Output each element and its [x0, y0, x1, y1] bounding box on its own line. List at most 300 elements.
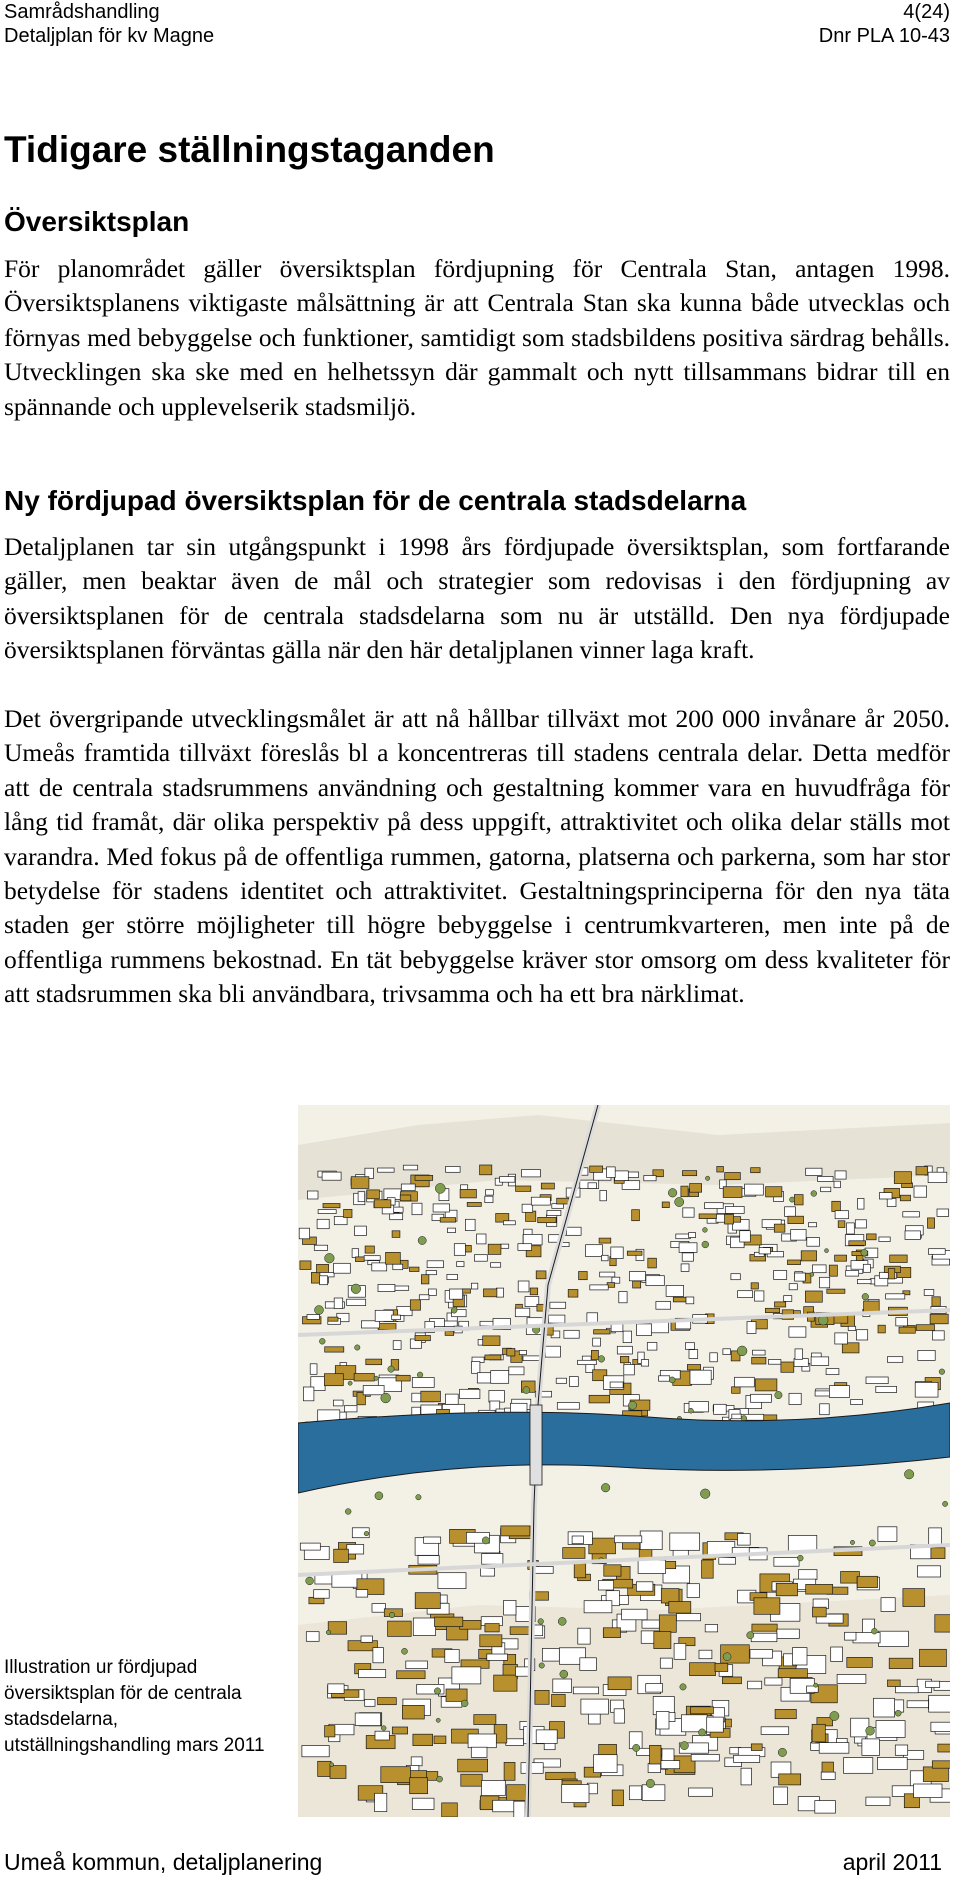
building: [636, 1582, 653, 1591]
building: [862, 1739, 880, 1756]
building: [829, 1265, 837, 1276]
building: [344, 1209, 352, 1217]
building: [323, 1204, 340, 1208]
building: [623, 1331, 632, 1343]
building: [734, 1755, 760, 1762]
building: [866, 1377, 888, 1384]
tree: [598, 1356, 605, 1363]
building: [642, 1785, 665, 1801]
building: [681, 1264, 689, 1272]
building: [847, 1657, 873, 1667]
building: [920, 1649, 947, 1666]
building: [755, 1291, 764, 1301]
building: [705, 1625, 717, 1632]
building: [759, 1248, 770, 1254]
building: [896, 1318, 908, 1326]
tree: [811, 1191, 817, 1197]
building: [900, 1195, 910, 1201]
building: [310, 1364, 317, 1375]
building: [705, 1203, 724, 1209]
building: [753, 1350, 766, 1355]
building: [610, 1382, 623, 1388]
building: [687, 1365, 700, 1370]
building: [334, 1549, 349, 1562]
tree: [723, 1653, 731, 1661]
building: [785, 1207, 796, 1217]
building: [333, 1400, 343, 1406]
building: [766, 1187, 782, 1197]
building: [465, 1219, 475, 1230]
tree: [306, 1577, 314, 1585]
paragraph-oversiktsplan: För planområdet gäller översiktsplan fördjupning för Centrala Stan, antagen 1998. Översiktsplanens viktigaste målsättning är att Centrala Stan ska kunna både utvecklas och förnyas med bebyggelse och funktioner, samtidigt som stadsbildens positiva särdrag behålls. Utvecklingen ska ske med en helhetssyn där gammalt och nytt tillsammans bidrar till en spännande och upplevelserik stadsmiljö.: [4, 254, 950, 421]
building: [629, 1786, 641, 1800]
building: [731, 1274, 740, 1280]
building: [878, 1527, 897, 1542]
building: [932, 1761, 950, 1768]
building: [506, 1739, 524, 1746]
building: [401, 1184, 415, 1191]
tree: [375, 1492, 383, 1500]
building: [844, 1758, 873, 1774]
building: [611, 1324, 623, 1332]
tree: [436, 1718, 440, 1722]
building: [876, 1721, 905, 1738]
building: [421, 1275, 429, 1284]
building: [593, 1338, 601, 1346]
building: [589, 1538, 616, 1554]
building: [640, 1531, 662, 1550]
building: [702, 1560, 714, 1578]
building: [656, 1712, 669, 1730]
building: [923, 1767, 948, 1782]
tree: [862, 1293, 869, 1300]
tree: [319, 1338, 325, 1344]
building: [314, 1590, 330, 1599]
building: [411, 1757, 422, 1766]
tree: [943, 1501, 948, 1506]
tree: [633, 1744, 640, 1751]
building: [674, 1643, 686, 1659]
building: [325, 1347, 344, 1352]
building: [820, 1404, 830, 1415]
building: [325, 1726, 335, 1737]
building: [557, 1403, 579, 1410]
tree: [374, 1376, 378, 1380]
building: [690, 1663, 716, 1676]
building: [722, 1677, 741, 1684]
building: [681, 1186, 688, 1197]
building: [531, 1197, 550, 1205]
building: [821, 1772, 835, 1779]
building: [491, 1263, 501, 1268]
paragraph-utvecklingsmal: Det övergripande utvecklingsmålet är att nå hållbar tillväxt mot 200 000 invånare år 2050. Umeås framtida tillväxt föreslås bl a koncentreras till stadens centrala delar. Detta medför att de centrala stadsrummens användning och gestaltning kommer vara en huvudfråga för lång tid framåt, där olika perspektiv på dess uppgift, attraktivitet och olika delar ställs mot varandra. Med fokus på de offentliga rummen, gatorna, platserna och parkerna, som har stor betydelse för stadens identitet och attraktivitet. Gestaltningsprinciperna för den nya täta staden ger större möjligheter till högre bebyggelse i centrumkvarteren, men inte på de offentliga rummens bekostnad. En tät bebyggelse kräver stor omsorg om dess kvaliteter för att stadsrummen ska bli användbara, trivsamma och ha ett bra närklimat.: [4, 704, 950, 1009]
building: [452, 1667, 481, 1684]
tree: [830, 1711, 839, 1720]
building: [751, 1394, 772, 1402]
building: [303, 1387, 314, 1401]
building: [867, 1234, 877, 1240]
building: [484, 1289, 497, 1297]
building: [588, 1183, 597, 1189]
building: [536, 1271, 546, 1279]
building: [397, 1671, 426, 1679]
building: [594, 1330, 610, 1334]
building: [888, 1680, 901, 1687]
building: [765, 1678, 782, 1685]
building: [318, 1761, 331, 1776]
building: [590, 1166, 603, 1172]
building: [806, 1584, 833, 1594]
building: [356, 1257, 365, 1262]
building: [515, 1308, 530, 1317]
header-doc-type: Samrådshandling: [4, 1, 160, 23]
building: [661, 1589, 679, 1603]
building: [477, 1234, 486, 1244]
building: [661, 1761, 680, 1769]
building: [586, 1245, 603, 1257]
building: [620, 1356, 628, 1362]
building: [378, 1698, 397, 1705]
building: [788, 1260, 801, 1265]
building: [691, 1707, 714, 1714]
building: [829, 1386, 849, 1398]
building: [603, 1628, 620, 1638]
building: [487, 1654, 508, 1660]
building: [322, 1172, 341, 1180]
building: [864, 1301, 880, 1312]
building: [573, 1687, 598, 1694]
building: [392, 1231, 400, 1238]
building: [650, 1745, 662, 1764]
building: [750, 1650, 773, 1659]
building: [794, 1195, 803, 1205]
building: [714, 1404, 727, 1414]
building: [413, 1734, 433, 1745]
building: [775, 1302, 786, 1307]
building: [834, 1181, 840, 1188]
tree: [737, 1346, 747, 1356]
building: [507, 1349, 515, 1357]
tree: [869, 1540, 875, 1546]
building: [819, 1743, 849, 1754]
building: [604, 1565, 621, 1576]
building: [516, 1667, 529, 1676]
tree: [345, 1509, 351, 1515]
tree: [601, 1483, 610, 1492]
tree: [790, 1197, 795, 1202]
building: [876, 1386, 897, 1392]
building: [373, 1648, 384, 1663]
tree: [775, 1391, 782, 1398]
building: [745, 1184, 764, 1195]
building: [691, 1754, 719, 1761]
building: [798, 1570, 817, 1580]
tree: [451, 1307, 457, 1313]
header-plan-name: Detaljplan för kv Magne: [4, 25, 215, 47]
building: [779, 1774, 801, 1785]
tree: [895, 1710, 901, 1716]
building: [751, 1168, 761, 1173]
building: [827, 1289, 845, 1293]
building: [835, 1255, 847, 1261]
building: [546, 1772, 576, 1779]
tree: [364, 1531, 369, 1536]
building: [330, 1766, 346, 1779]
building: [699, 1650, 712, 1659]
building: [542, 1648, 559, 1661]
building: [485, 1196, 493, 1202]
building: [895, 1745, 907, 1755]
building: [765, 1308, 779, 1312]
building: [300, 1543, 320, 1550]
tree: [680, 1742, 688, 1750]
tree: [741, 1416, 747, 1422]
building: [485, 1624, 499, 1632]
building: [791, 1230, 806, 1241]
building: [774, 1787, 788, 1805]
building: [314, 1245, 327, 1250]
building: [374, 1200, 391, 1208]
building: [488, 1244, 501, 1254]
building: [846, 1271, 859, 1277]
building: [849, 1241, 866, 1246]
building: [600, 1190, 607, 1200]
building: [673, 1297, 686, 1302]
building: [887, 1199, 896, 1207]
building: [566, 1227, 581, 1235]
building: [519, 1350, 526, 1354]
building: [656, 1302, 671, 1310]
tree: [416, 1495, 421, 1500]
building: [795, 1273, 806, 1281]
building: [562, 1785, 589, 1803]
building: [622, 1543, 639, 1550]
building: [866, 1797, 890, 1806]
building: [735, 1377, 755, 1387]
building: [563, 1548, 585, 1559]
building: [877, 1757, 907, 1769]
building: [926, 1681, 940, 1687]
building: [535, 1690, 549, 1704]
tree: [351, 1284, 361, 1294]
building: [917, 1566, 940, 1577]
building: [881, 1598, 895, 1612]
tree: [866, 1726, 875, 1735]
building: [462, 1289, 470, 1293]
building: [509, 1367, 524, 1375]
building: [768, 1360, 781, 1365]
building: [363, 1386, 384, 1395]
building: [629, 1272, 645, 1281]
building: [879, 1631, 909, 1646]
building: [624, 1365, 635, 1375]
building: [400, 1195, 411, 1201]
building: [428, 1289, 436, 1296]
building: [552, 1204, 564, 1209]
building: [933, 1331, 945, 1340]
building: [648, 1764, 661, 1773]
building: [367, 1190, 380, 1199]
building: [366, 1359, 382, 1365]
building: [774, 1224, 785, 1232]
building: [372, 1604, 386, 1613]
tree: [669, 1377, 675, 1383]
building: [778, 1669, 807, 1678]
building: [446, 1689, 467, 1701]
building: [334, 1263, 351, 1273]
building: [715, 1663, 728, 1671]
paragraph-detaljplanen: Detaljplanen tar sin utgångspunkt i 1998 års fördjupade översiktsplan, som fortfarande gäller, men beaktar även de mål och strategier som redovisas i den fördjupning av översiktsplanen för de centrala stadsdelarna som nu är utställd. Den nya fördjupade översiktsplanen förväntas gälla när den här detaljplanen vinner laga kraft.: [4, 532, 950, 665]
building: [679, 1243, 697, 1253]
building: [614, 1709, 625, 1723]
building: [410, 1267, 420, 1271]
building: [615, 1171, 629, 1181]
building: [811, 1357, 829, 1366]
tree: [381, 1726, 386, 1731]
bridge: [530, 1405, 542, 1485]
tree: [417, 1372, 423, 1378]
building: [306, 1632, 319, 1642]
building: [518, 1281, 529, 1292]
building: [886, 1294, 905, 1299]
building: [751, 1744, 762, 1751]
building: [355, 1713, 380, 1726]
building: [863, 1264, 870, 1272]
tree: [646, 1779, 654, 1787]
building: [676, 1614, 700, 1621]
building: [574, 1564, 586, 1578]
building: [410, 1778, 428, 1794]
building: [689, 1233, 696, 1238]
building: [612, 1790, 623, 1806]
building: [659, 1615, 676, 1632]
building: [474, 1255, 487, 1262]
building: [812, 1265, 826, 1273]
building: [421, 1391, 441, 1402]
building: [410, 1300, 420, 1310]
building: [468, 1734, 496, 1748]
tree: [538, 1619, 544, 1625]
building: [826, 1369, 839, 1375]
building: [894, 1172, 911, 1184]
building: [460, 1189, 476, 1198]
building: [719, 1558, 736, 1565]
building: [931, 1722, 950, 1731]
building: [388, 1621, 412, 1636]
tree: [797, 1555, 803, 1561]
building: [486, 1190, 494, 1195]
building: [378, 1324, 396, 1330]
building: [427, 1261, 443, 1268]
building: [738, 1291, 753, 1298]
tree: [539, 1663, 544, 1668]
building: [589, 1395, 610, 1403]
building: [878, 1325, 885, 1333]
building: [415, 1336, 430, 1341]
building: [375, 1793, 387, 1811]
building: [483, 1336, 500, 1346]
tree: [825, 1249, 829, 1253]
building: [467, 1202, 481, 1206]
city-illustration: [298, 1105, 950, 1817]
building: [500, 1177, 515, 1183]
building: [789, 1393, 801, 1404]
tree: [482, 1537, 489, 1544]
building: [493, 1800, 514, 1812]
building: [426, 1271, 436, 1275]
building: [835, 1333, 848, 1344]
building: [448, 1228, 456, 1233]
building: [320, 1276, 328, 1285]
building: [607, 1167, 616, 1178]
building: [397, 1306, 412, 1315]
building: [504, 1762, 515, 1780]
building: [352, 1249, 359, 1258]
building: [888, 1269, 895, 1279]
building: [460, 1389, 480, 1398]
building: [317, 1219, 329, 1228]
building: [935, 1615, 950, 1632]
building: [365, 1246, 374, 1253]
building: [457, 1262, 464, 1267]
building: [740, 1231, 751, 1242]
building: [795, 1349, 803, 1359]
building: [899, 1327, 915, 1333]
building: [491, 1371, 509, 1384]
building: [660, 1658, 672, 1668]
building: [682, 1253, 693, 1261]
building: [602, 1255, 609, 1261]
tree: [560, 1670, 568, 1678]
tree: [680, 1684, 686, 1690]
building: [318, 1210, 336, 1214]
building: [591, 1350, 598, 1359]
building: [445, 1394, 458, 1404]
building: [632, 1210, 640, 1221]
building: [788, 1535, 817, 1551]
building: [916, 1167, 928, 1175]
building: [530, 1288, 538, 1295]
building: [447, 1274, 458, 1279]
building: [928, 1218, 935, 1228]
building: [806, 1168, 822, 1175]
figure-caption: Illustration ur fördjupad översiktsplan för de centrala stadsdelarna, utställningshandling mars 2011: [4, 1657, 265, 1756]
building: [841, 1572, 860, 1584]
building: [412, 1203, 422, 1215]
building: [887, 1357, 902, 1363]
building: [627, 1172, 638, 1178]
building: [857, 1280, 871, 1284]
building: [552, 1694, 566, 1706]
building: [480, 1321, 495, 1326]
building: [482, 1554, 503, 1565]
building: [424, 1537, 441, 1543]
building: [302, 1746, 329, 1757]
building: [924, 1290, 934, 1296]
tree: [418, 1236, 426, 1244]
tree: [315, 1306, 324, 1315]
building: [454, 1244, 465, 1256]
building: [578, 1360, 597, 1364]
building: [889, 1658, 913, 1668]
building: [646, 1684, 663, 1693]
building: [446, 1166, 461, 1172]
building: [916, 1325, 934, 1331]
building: [538, 1217, 556, 1222]
building: [458, 1759, 488, 1772]
building: [848, 1326, 856, 1330]
building: [328, 1317, 338, 1321]
